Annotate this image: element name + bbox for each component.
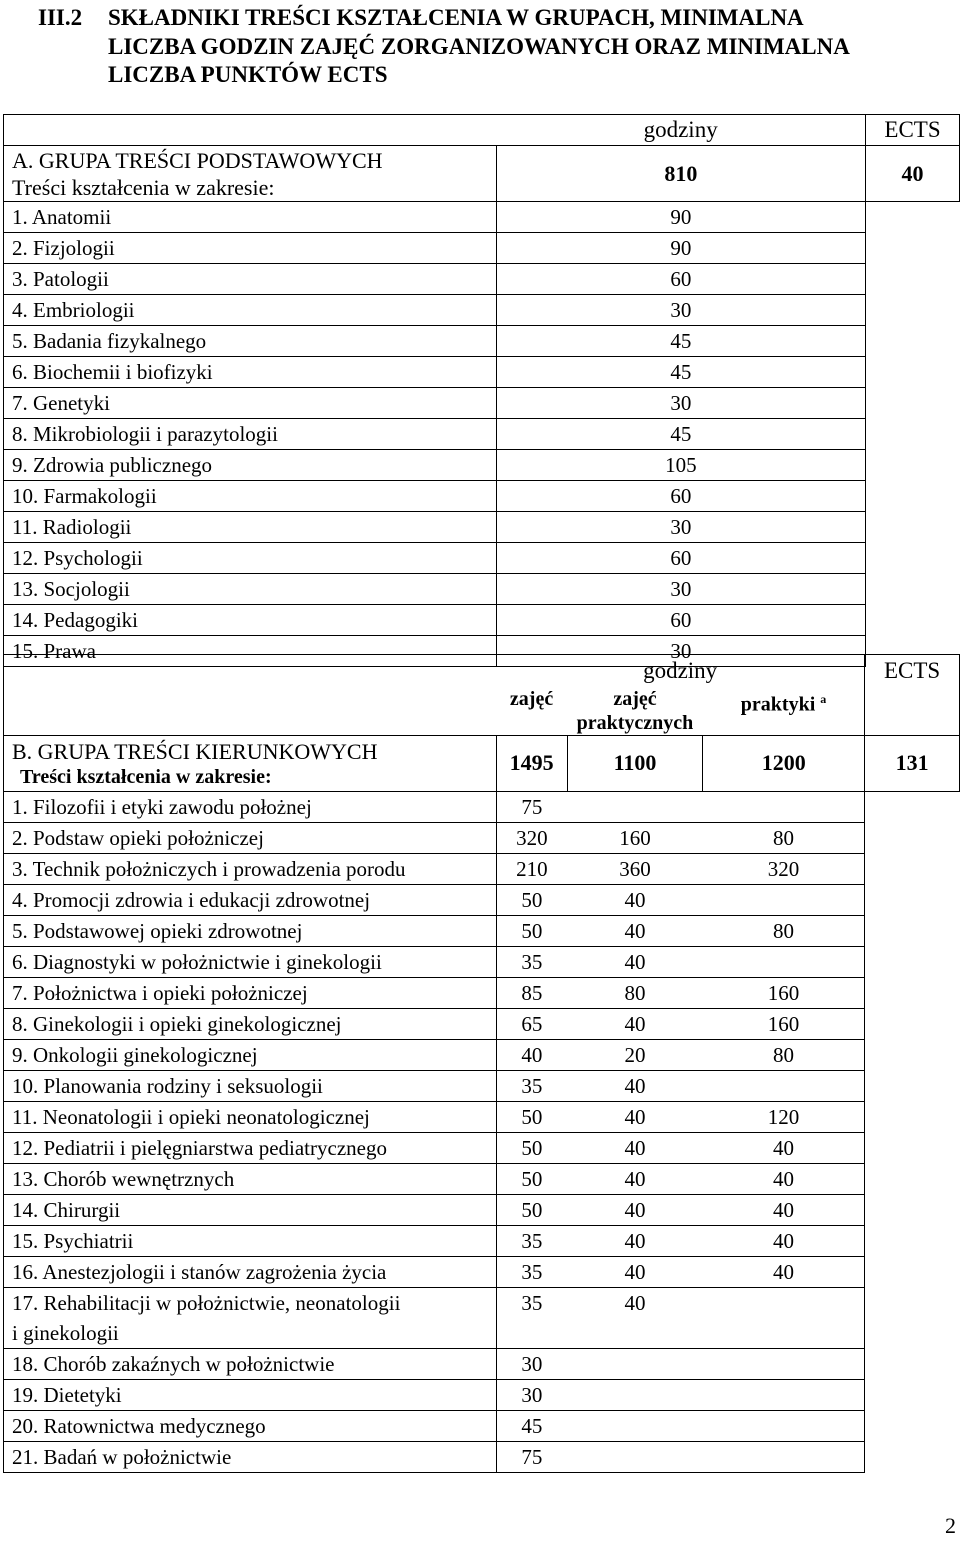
subject-name bbox=[4, 1039, 497, 1070]
group-b-row bbox=[4, 1008, 960, 1039]
subject-name-line-1: 11. Neonatologii i opieki neonatologicznej bbox=[12, 1104, 370, 1129]
subject-hours-zajec: 75 bbox=[496, 1441, 567, 1472]
subject-hours: 90 bbox=[496, 233, 865, 264]
group-b-row bbox=[4, 1410, 960, 1441]
subject-name-line-1: 8. Ginekologii i opieki ginekologicznej bbox=[12, 1011, 342, 1036]
subject-hours: 45 bbox=[496, 419, 865, 450]
subject-name bbox=[4, 1101, 497, 1132]
subject-hours-praktyki: 80 bbox=[703, 822, 865, 853]
subject-name: 2. Fizjologii bbox=[4, 233, 497, 264]
group-b-row bbox=[4, 1194, 960, 1225]
subject-name: 15. Prawa bbox=[4, 636, 497, 667]
subheader-line-1: zajęć bbox=[613, 687, 657, 710]
subject-hours-zajec: 45 bbox=[496, 1410, 567, 1441]
subject-hours-zajec: 30 bbox=[496, 1348, 567, 1379]
subject-hours-zajec: 50 bbox=[496, 915, 567, 946]
subject-name-line-1: 4. Promocji zdrowia i edukacji zdrowotnej bbox=[12, 887, 371, 912]
subject-name-line-1: 20. Ratownictwa medycznego bbox=[12, 1413, 266, 1438]
subject-hours-praktyczne: 40 bbox=[567, 1101, 703, 1132]
subject-hours: 30 bbox=[496, 574, 865, 605]
group-b-title-row bbox=[4, 735, 960, 791]
group-b-row bbox=[4, 1101, 960, 1132]
subject-hours-praktyki: 40 bbox=[703, 1225, 865, 1256]
subject-name bbox=[4, 1287, 497, 1348]
subject-hours: 90 bbox=[496, 202, 865, 233]
subject-hours-praktyczne: 40 bbox=[567, 915, 703, 946]
group-b-subtitle: Treści kształcenia w zakresie: bbox=[20, 765, 272, 788]
group-a-header-row bbox=[4, 115, 960, 146]
subject-hours-zajec: 65 bbox=[496, 1008, 567, 1039]
subject-name-line-1: 6. Diagnostyki w położnictwie i ginekologii bbox=[12, 949, 382, 974]
subject-hours-zajec: 75 bbox=[496, 791, 567, 822]
group-b-row bbox=[4, 822, 960, 853]
subject-hours-praktyczne: 20 bbox=[567, 1039, 703, 1070]
subject-name bbox=[4, 1070, 497, 1101]
subject-hours-praktyczne: 40 bbox=[567, 1287, 703, 1348]
subject-hours-praktyczne bbox=[567, 1379, 703, 1410]
subject-hours-praktyki: 80 bbox=[703, 915, 865, 946]
subject-name bbox=[4, 1379, 497, 1410]
subject-hours-zajec: 50 bbox=[496, 884, 567, 915]
group-b-row bbox=[4, 1287, 960, 1348]
subject-hours-praktyki: 80 bbox=[703, 1039, 865, 1070]
group-b-row bbox=[4, 853, 960, 884]
heading-line-1: SKŁADNIKI TREŚCI KSZTAŁCENIA W GRUPACH, MINIMALNA bbox=[108, 5, 804, 30]
subject-name-line-1: 12. Pediatrii i pielęgniarstwa pediatrycznego bbox=[12, 1135, 387, 1160]
subject-hours-zajec: 35 bbox=[496, 1287, 567, 1348]
subject-hours-zajec: 35 bbox=[496, 946, 567, 977]
subject-hours-praktyki bbox=[703, 1441, 865, 1472]
subject-hours-zajec: 30 bbox=[496, 1379, 567, 1410]
subject-hours-zajec: 40 bbox=[496, 1039, 567, 1070]
subject-name bbox=[4, 1225, 497, 1256]
subject-name bbox=[4, 884, 497, 915]
group-b-row bbox=[4, 977, 960, 1008]
group-b-row bbox=[4, 1441, 960, 1472]
group-a-blank-cell bbox=[4, 115, 497, 146]
subject-name-line-1: 19. Dietetyki bbox=[12, 1382, 122, 1407]
subject-hours-praktyczne: 360 bbox=[567, 853, 703, 884]
subject-name bbox=[4, 1348, 497, 1379]
subject-hours-praktyki bbox=[703, 946, 865, 977]
subject-name-line-1: 5. Podstawowej opieki zdrowotnej bbox=[12, 918, 303, 943]
group-a-row bbox=[4, 357, 960, 388]
subject-name bbox=[4, 791, 497, 822]
group-a-row bbox=[4, 543, 960, 574]
subject-hours-zajec: 50 bbox=[496, 1194, 567, 1225]
subject-name: 12. Psychologii bbox=[4, 543, 497, 574]
subject-hours: 30 bbox=[496, 636, 865, 667]
group-b-row bbox=[4, 915, 960, 946]
subject-hours-praktyki: 40 bbox=[703, 1163, 865, 1194]
group-a-title: A. GRUPA TREŚCI PODSTAWOWYCH bbox=[12, 147, 383, 173]
subject-name-line-1: 2. Podstaw opieki położniczej bbox=[12, 825, 264, 850]
subject-name-line-1: 21. Badań w położnictwie bbox=[12, 1444, 232, 1469]
group-b-row bbox=[4, 1256, 960, 1287]
subject-hours-praktyki: 120 bbox=[703, 1101, 865, 1132]
group-b-subheader-zajec: zajęć bbox=[496, 687, 567, 736]
group-b-row bbox=[4, 1379, 960, 1410]
group-b-ects-empty bbox=[865, 791, 960, 1472]
group-a-ects-empty bbox=[866, 202, 960, 667]
group-b-row bbox=[4, 946, 960, 977]
subject-hours: 60 bbox=[496, 543, 865, 574]
praktyki-footnote-mark: a bbox=[820, 691, 827, 706]
group-a-title-row bbox=[4, 146, 960, 202]
subject-name-line-1: 10. Planowania rodziny i seksuologii bbox=[12, 1073, 323, 1098]
subject-hours-zajec: 50 bbox=[496, 1101, 567, 1132]
subject-name-line-1: 1. Filozofii i etyki zawodu położnej bbox=[12, 794, 312, 819]
subject-name: 13. Socjologii bbox=[4, 574, 497, 605]
group-a-row bbox=[4, 450, 960, 481]
subject-name: 8. Mikrobiologii i parazytologii bbox=[4, 419, 497, 450]
subject-name: 3. Patologii bbox=[4, 264, 497, 295]
subject-name-line-1: 3. Technik położniczych i prowadzenia porodu bbox=[12, 856, 406, 881]
subject-hours: 30 bbox=[496, 295, 865, 326]
heading-line-3: LICZBA PUNKTÓW ECTS bbox=[108, 62, 388, 87]
subject-hours-praktyczne: 40 bbox=[567, 1194, 703, 1225]
group-b-total-ects: 131 bbox=[865, 735, 960, 791]
subject-hours-praktyczne: 40 bbox=[567, 946, 703, 977]
group-b-subheader-zajec-praktycznych bbox=[567, 687, 703, 736]
subject-name: 10. Farmakologii bbox=[4, 481, 497, 512]
subject-hours: 105 bbox=[496, 450, 865, 481]
subject-hours: 30 bbox=[496, 512, 865, 543]
subject-name-line-1: 16. Anestezjologii i stanów zagrożenia życia bbox=[12, 1259, 387, 1284]
subject-hours-praktyki bbox=[703, 884, 865, 915]
subject-hours-praktyki: 320 bbox=[703, 853, 865, 884]
group-b-total-praktyki: 1200 bbox=[703, 735, 865, 791]
subject-name bbox=[4, 1008, 497, 1039]
subject-name: 9. Zdrowia publicznego bbox=[4, 450, 497, 481]
subject-name-line-1: 13. Chorób wewnętrznych bbox=[12, 1166, 235, 1191]
subject-name bbox=[4, 853, 497, 884]
subject-hours-praktyczne: 160 bbox=[567, 822, 703, 853]
subject-hours-praktyczne bbox=[567, 1348, 703, 1379]
group-b-header-row-2 bbox=[4, 687, 960, 736]
group-b-row bbox=[4, 1132, 960, 1163]
group-a-subtitle: Treści kształcenia w zakresie: bbox=[12, 174, 275, 200]
group-a-ects-header: ECTS bbox=[866, 115, 960, 146]
section-heading bbox=[38, 4, 958, 90]
subject-hours-praktyczne: 40 bbox=[567, 1163, 703, 1194]
heading-line-2: LICZBA GODZIN ZAJĘĆ ZORGANIZOWANYCH ORAZ MINIMALNA bbox=[108, 33, 850, 59]
group-a-row bbox=[4, 295, 960, 326]
group-a-row bbox=[4, 264, 960, 295]
subject-hours-zajec: 35 bbox=[496, 1070, 567, 1101]
group-b-hours-header: godziny bbox=[496, 655, 865, 687]
subject-name bbox=[4, 822, 497, 853]
group-a-table bbox=[3, 114, 960, 667]
subject-hours-zajec: 35 bbox=[496, 1225, 567, 1256]
group-a-total-hours: 810 bbox=[496, 146, 865, 202]
group-b-table bbox=[3, 654, 960, 1473]
subject-hours: 60 bbox=[496, 264, 865, 295]
subject-name: 7. Genetyki bbox=[4, 388, 497, 419]
subject-name bbox=[4, 1410, 497, 1441]
subject-name: 1. Anatomii bbox=[4, 202, 497, 233]
subject-hours-praktyki bbox=[703, 791, 865, 822]
subject-hours-praktyczne: 40 bbox=[567, 1008, 703, 1039]
subject-hours-praktyczne bbox=[567, 1410, 703, 1441]
subject-hours-praktyki bbox=[703, 1379, 865, 1410]
subject-hours-praktyczne: 40 bbox=[567, 884, 703, 915]
praktyki-label: praktyki bbox=[740, 693, 816, 716]
group-a-row bbox=[4, 388, 960, 419]
subject-name-line-1: 9. Onkologii ginekologicznej bbox=[12, 1042, 258, 1067]
subject-name bbox=[4, 1194, 497, 1225]
subject-hours: 45 bbox=[496, 357, 865, 388]
subject-name bbox=[4, 915, 497, 946]
group-b-row bbox=[4, 1225, 960, 1256]
subject-name: 11. Radiologii bbox=[4, 512, 497, 543]
subject-name-line-1: 15. Psychiatrii bbox=[12, 1228, 134, 1253]
group-b-ects-header: ECTS bbox=[865, 655, 960, 687]
subject-hours-praktyczne: 80 bbox=[567, 977, 703, 1008]
subject-name bbox=[4, 1256, 497, 1287]
group-b-row bbox=[4, 884, 960, 915]
subject-name: 6. Biochemii i biofizyki bbox=[4, 357, 497, 388]
group-b-header-row-1 bbox=[4, 655, 960, 687]
subject-hours-zajec: 50 bbox=[496, 1132, 567, 1163]
subheader-line-2: praktycznych bbox=[576, 711, 694, 734]
subject-hours-praktyki bbox=[703, 1410, 865, 1441]
group-a-row bbox=[4, 202, 960, 233]
subject-hours-praktyczne: 40 bbox=[567, 1132, 703, 1163]
section-number: III.2 bbox=[38, 5, 83, 30]
subject-hours-zajec: 85 bbox=[496, 977, 567, 1008]
group-b-title-cell bbox=[4, 735, 497, 791]
group-b-blank-cell-2 bbox=[4, 687, 497, 736]
subject-hours-zajec: 320 bbox=[496, 822, 567, 853]
subject-name bbox=[4, 977, 497, 1008]
subject-hours-zajec: 210 bbox=[496, 853, 567, 884]
subject-hours: 45 bbox=[496, 326, 865, 357]
subject-hours-praktyczne: 40 bbox=[567, 1256, 703, 1287]
group-b-row bbox=[4, 1348, 960, 1379]
group-a-row bbox=[4, 512, 960, 543]
subject-hours-zajec: 35 bbox=[496, 1256, 567, 1287]
group-b-total-prakt: 1100 bbox=[567, 735, 703, 791]
group-b-subheader-praktyki bbox=[703, 687, 865, 736]
subject-hours: 30 bbox=[496, 388, 865, 419]
subject-name: 4. Embriologii bbox=[4, 295, 497, 326]
group-a-total-ects: 40 bbox=[866, 146, 960, 202]
group-a-row bbox=[4, 419, 960, 450]
group-a-title-cell bbox=[4, 146, 497, 202]
group-a-row bbox=[4, 326, 960, 357]
group-b-blank-cell bbox=[4, 655, 497, 687]
group-b-row bbox=[4, 1163, 960, 1194]
subject-name-line-1: 18. Chorób zakaźnych w położnictwie bbox=[12, 1351, 335, 1376]
subject-hours: 60 bbox=[496, 481, 865, 512]
group-b-title: B. GRUPA TREŚCI KIERUNKOWYCH bbox=[12, 738, 378, 764]
subject-name-line-1: 7. Położnictwa i opieki położniczej bbox=[12, 980, 308, 1005]
group-b-row bbox=[4, 1070, 960, 1101]
subject-name bbox=[4, 946, 497, 977]
group-a-row bbox=[4, 605, 960, 636]
subject-hours-praktyczne: 40 bbox=[567, 1070, 703, 1101]
group-a-row bbox=[4, 481, 960, 512]
subject-hours-praktyczne: 40 bbox=[567, 1225, 703, 1256]
subject-hours-zajec: 50 bbox=[496, 1163, 567, 1194]
subject-hours-praktyczne bbox=[567, 791, 703, 822]
subject-hours: 60 bbox=[496, 605, 865, 636]
group-b-row bbox=[4, 791, 960, 822]
subject-name-line-2: i ginekologii bbox=[12, 1320, 119, 1345]
subject-hours-praktyki: 160 bbox=[703, 977, 865, 1008]
subject-hours-praktyki bbox=[703, 1070, 865, 1101]
subject-hours-praktyczne bbox=[567, 1441, 703, 1472]
subject-hours-praktyki: 40 bbox=[703, 1194, 865, 1225]
group-a-row bbox=[4, 574, 960, 605]
group-b-total-zajec: 1495 bbox=[496, 735, 567, 791]
subject-name: 5. Badania fizykalnego bbox=[4, 326, 497, 357]
subject-name bbox=[4, 1163, 497, 1194]
subject-name-line-1: 14. Chirurgii bbox=[12, 1197, 121, 1222]
page-number: 2 bbox=[945, 1513, 956, 1538]
subject-hours-praktyki bbox=[703, 1348, 865, 1379]
subject-name bbox=[4, 1441, 497, 1472]
group-b-blank-ects-cell bbox=[865, 687, 960, 736]
group-a-hours-header: godziny bbox=[496, 115, 865, 146]
subject-name: 14. Pedagogiki bbox=[4, 605, 497, 636]
subject-hours-praktyki bbox=[703, 1287, 865, 1348]
subject-name-line-1: 17. Rehabilitacji w położnictwie, neonatologii bbox=[12, 1290, 401, 1315]
group-a-row bbox=[4, 233, 960, 264]
subject-hours-praktyki: 160 bbox=[703, 1008, 865, 1039]
subject-name bbox=[4, 1132, 497, 1163]
subject-hours-praktyki: 40 bbox=[703, 1256, 865, 1287]
subject-hours-praktyki: 40 bbox=[703, 1132, 865, 1163]
group-b-row bbox=[4, 1039, 960, 1070]
